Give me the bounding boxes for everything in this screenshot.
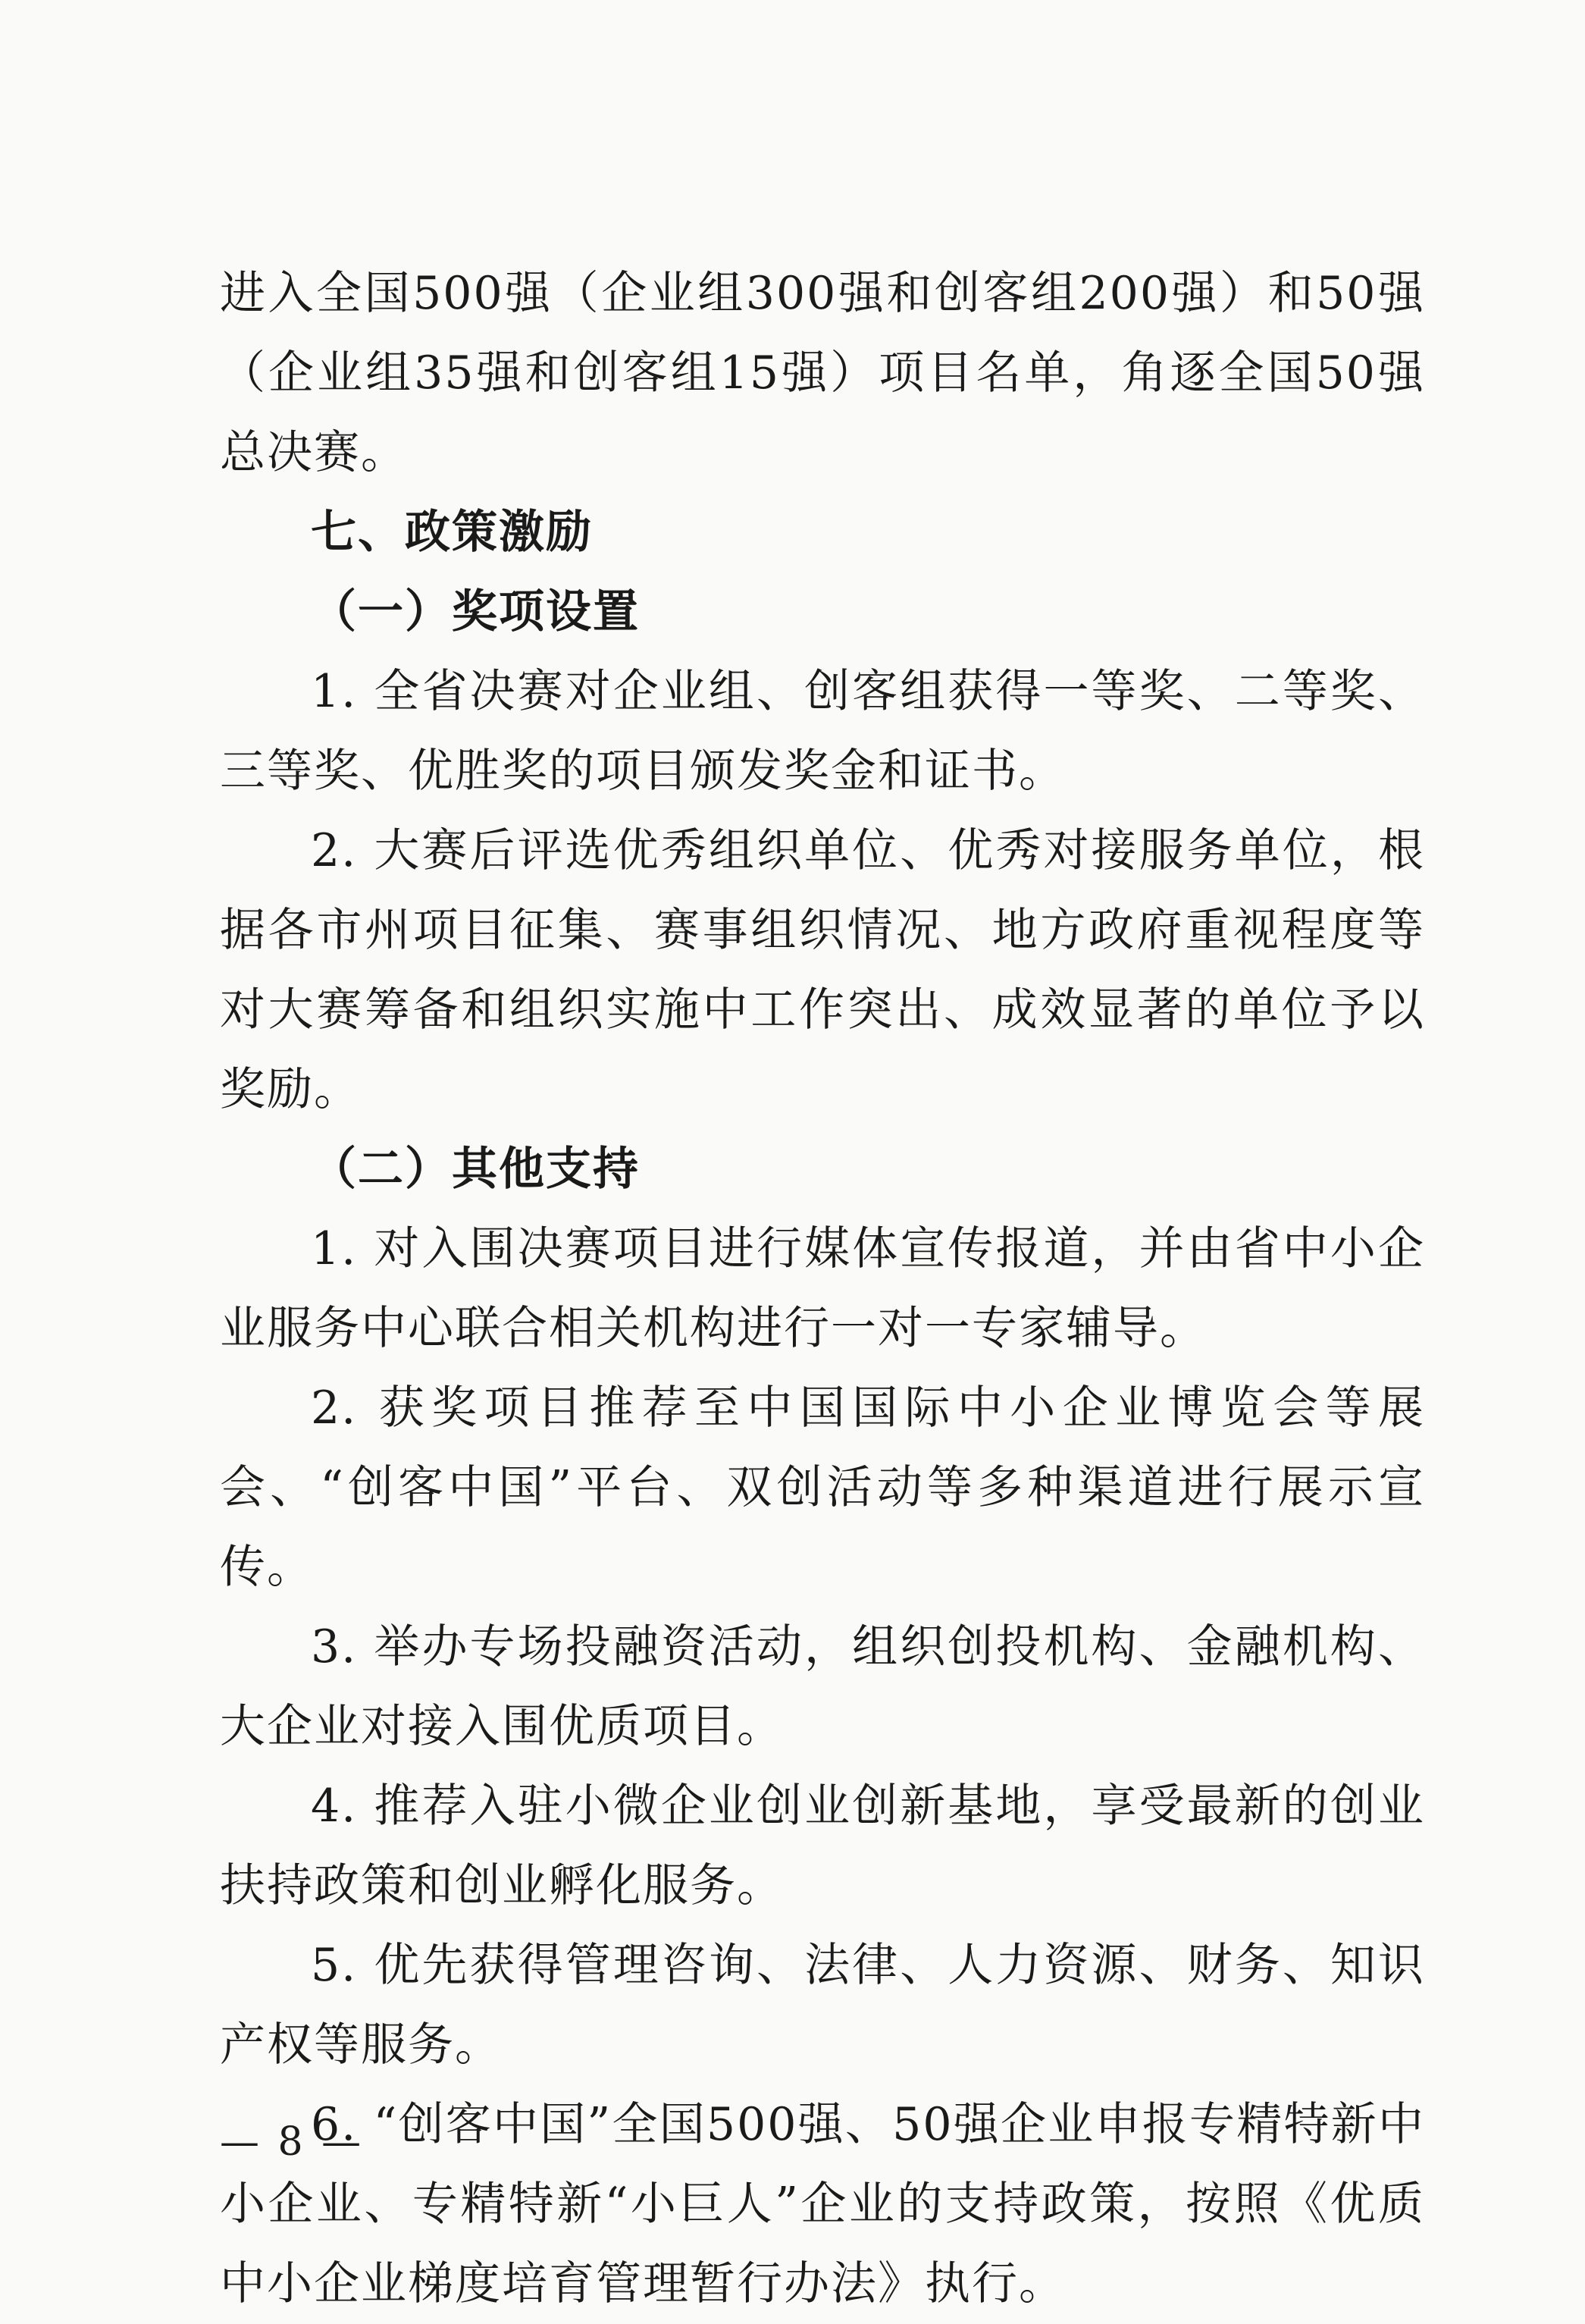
- page-number: — 8 —: [220, 2119, 365, 2165]
- list-item: 6. “创客中国”全国500强、50强企业申报专精特新中小企业、专精特新“小巨人”企业的支持政策，按照《优质中小企业梯度培育管理暂行办法》执行。: [220, 2098, 1425, 2310]
- list-item: 4. 推荐入驻小微企业创业创新基地，享受最新的创业扶持政策和创业孵化服务。: [220, 1780, 1425, 1912]
- list-item: 5. 优先获得管理咨询、法律、人力资源、财务、知识产权等服务。: [220, 1939, 1425, 2072]
- subsection-title-awards: （一）奖项设置: [311, 585, 640, 638]
- list-item: 3. 举办专场投融资活动，组织创投机构、金融机构、大企业对接入围优质项目。: [220, 1620, 1425, 1753]
- list-item: 2. 获奖项目推荐至中国国际中小企业博览会等展会、“创客中国”平台、双创活动等多种渠道进行展示宣传。: [220, 1382, 1425, 1594]
- subsection-title-other-support: （二）其他支持: [311, 1143, 640, 1196]
- list-item: 1. 对入围决赛项目进行媒体宣传报道，并由省中小企业服务中心联合相关机构进行一对一专家辅导。: [220, 1222, 1425, 1355]
- section-heading: 七、政策激励: [311, 506, 593, 559]
- document-body: [220, 254, 1425, 2324]
- list-item: 1. 全省决赛对企业组、创客组获得一等奖、二等奖、三等奖、优胜奖的项目颁发奖金和证书。: [220, 665, 1425, 798]
- lead-paragraph: 进入全国500强（企业组300强和创客组200强）和50强（企业组35强和创客组15强）项目名单，角逐全国50强总决赛。: [220, 267, 1425, 479]
- list-item: 2. 大赛后评选优秀组织单位、优秀对接服务单位，根据各市州项目征集、赛事组织情况、地方政府重视程度等对大赛筹备和组织实施中工作突出、成效显著的单位予以奖励。: [220, 824, 1425, 1116]
